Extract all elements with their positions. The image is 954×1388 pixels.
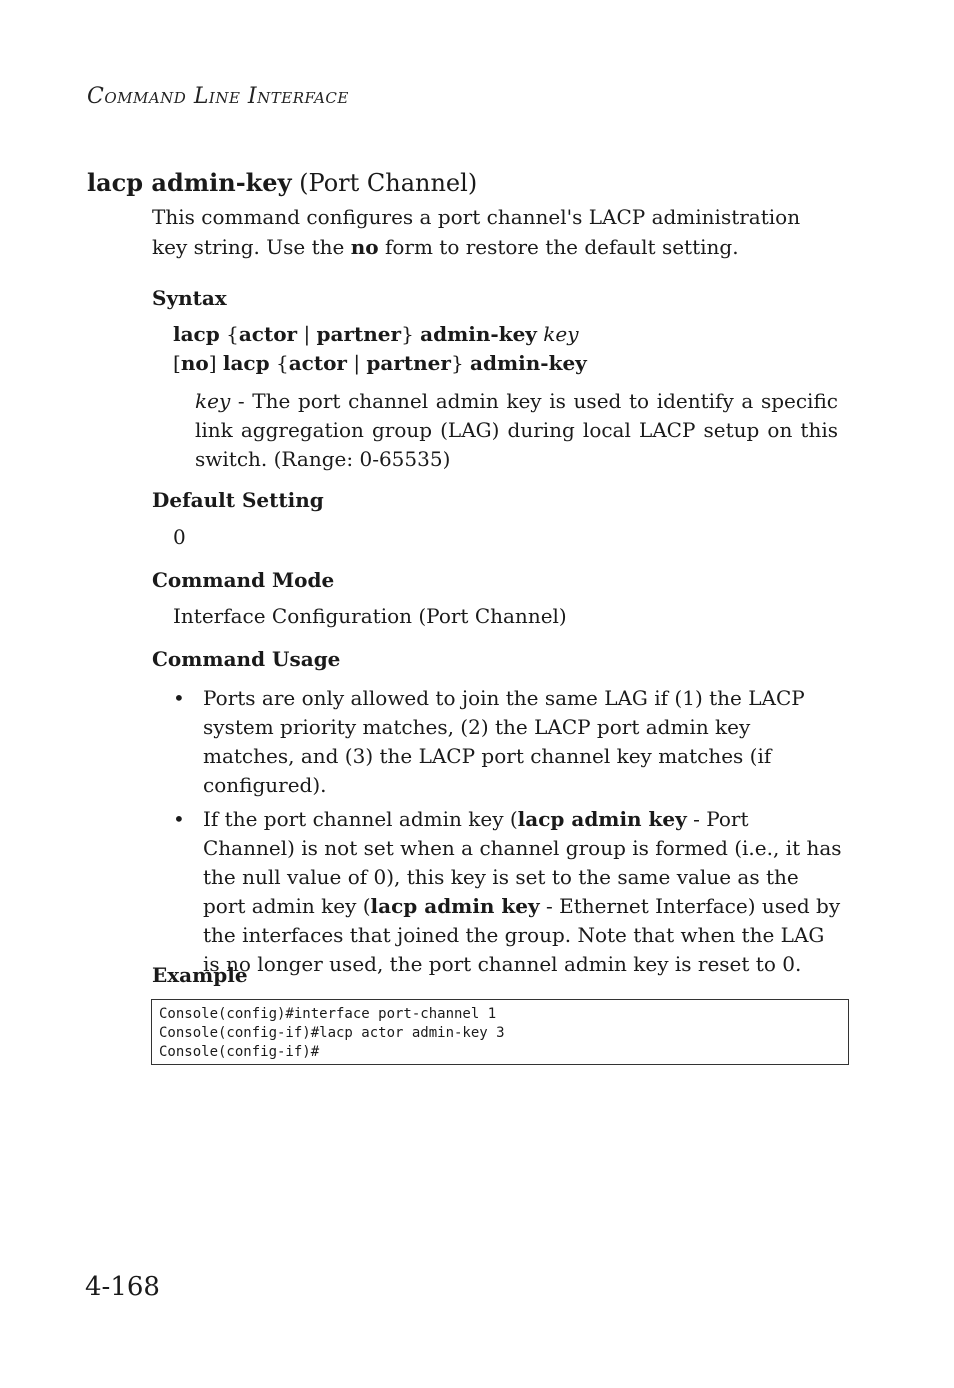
syntax-separator-2: | [353, 351, 361, 375]
syntax-brace-open: { [226, 322, 239, 346]
code-line: Console(config-if)# [159, 1044, 320, 1060]
syntax-bracket-open: [ [173, 351, 181, 375]
syntax-variable: key [543, 322, 579, 346]
syntax-heading: Syntax [152, 286, 227, 310]
list-item [173, 684, 843, 800]
syntax-opt-partner: partner [316, 322, 402, 346]
bullet-text: Ports are only allowed to join the same LAG if (1) the LACP system priority matches, (2) the LACP port admin key matches, and (3) the LACP port channel key matches (if configured). [203, 686, 805, 797]
bullet-bold-ref: lacp admin key [517, 807, 687, 831]
param-variable: key [195, 389, 231, 413]
intro-text-1: This command configures a port channel's LACP administration key string. Use the [152, 205, 801, 259]
parameter-description [195, 387, 838, 474]
intro-no-keyword: no [350, 235, 379, 259]
syntax-brace-open-2: { [275, 351, 289, 375]
bullet-glyph: • [173, 686, 185, 710]
syntax-cmd-2: lacp [222, 351, 270, 375]
param-text: - The port channel admin key is used to identify a specific link aggregation group (LAG) during local LACP setup on this switch. (Range: 0-65535) [195, 389, 838, 471]
syntax-no: no [180, 351, 209, 375]
list-item [173, 805, 843, 979]
syntax-keyword-2: admin-key [470, 351, 587, 375]
default-setting-heading: Default Setting [152, 488, 324, 512]
syntax-opt-actor: actor [238, 322, 298, 346]
command-usage-list [173, 684, 843, 984]
title-command: lacp admin-key [87, 168, 292, 197]
syntax-separator: | [303, 322, 311, 346]
syntax-cmd: lacp [173, 322, 220, 346]
syntax-line-2 [173, 351, 587, 375]
bullet-text: If the port channel admin key ( [203, 807, 518, 831]
page-number: 4-168 [85, 1272, 160, 1302]
syntax-brace-close: } [401, 322, 414, 346]
title-qualifier: (Port Channel) [299, 169, 478, 197]
syntax-bracket-close: ] [208, 351, 217, 375]
syntax-brace-close-2: } [450, 351, 464, 375]
code-line: Console(config)#interface port-channel 1 [159, 1006, 497, 1022]
command-mode-value: Interface Configuration (Port Channel) [173, 604, 567, 628]
code-example [151, 999, 849, 1065]
default-setting-value: 0 [173, 525, 186, 549]
syntax-keyword: admin-key [420, 322, 537, 346]
syntax-opt-actor-2: actor [288, 351, 347, 375]
section-title [87, 168, 477, 197]
intro-text-2: form to restore the default setting. [378, 235, 739, 259]
syntax-line-1 [173, 322, 579, 346]
example-heading: Example [152, 963, 248, 987]
syntax-opt-partner-2: partner [366, 351, 451, 375]
bullet-bold-ref: lacp admin key [370, 894, 540, 918]
code-line: Console(config-if)#lacp actor admin-key 3 [159, 1025, 505, 1041]
intro-paragraph [152, 202, 802, 262]
command-mode-heading: Command Mode [152, 568, 335, 592]
running-head: Command Line Interface [87, 84, 349, 109]
command-usage-heading: Command Usage [152, 647, 341, 671]
bullet-text: - Port Channel) is not set when a channel group is formed (i.e., it has the null value of 0), this key is set to the same value as the port admin key ( [203, 807, 842, 918]
bullet-glyph: • [173, 807, 185, 831]
bullet-text: - Ethernet Interface) used by the interfaces that joined the group. Note that when the LAG is no longer used, the port channel admin key is reset to 0. [203, 894, 841, 976]
